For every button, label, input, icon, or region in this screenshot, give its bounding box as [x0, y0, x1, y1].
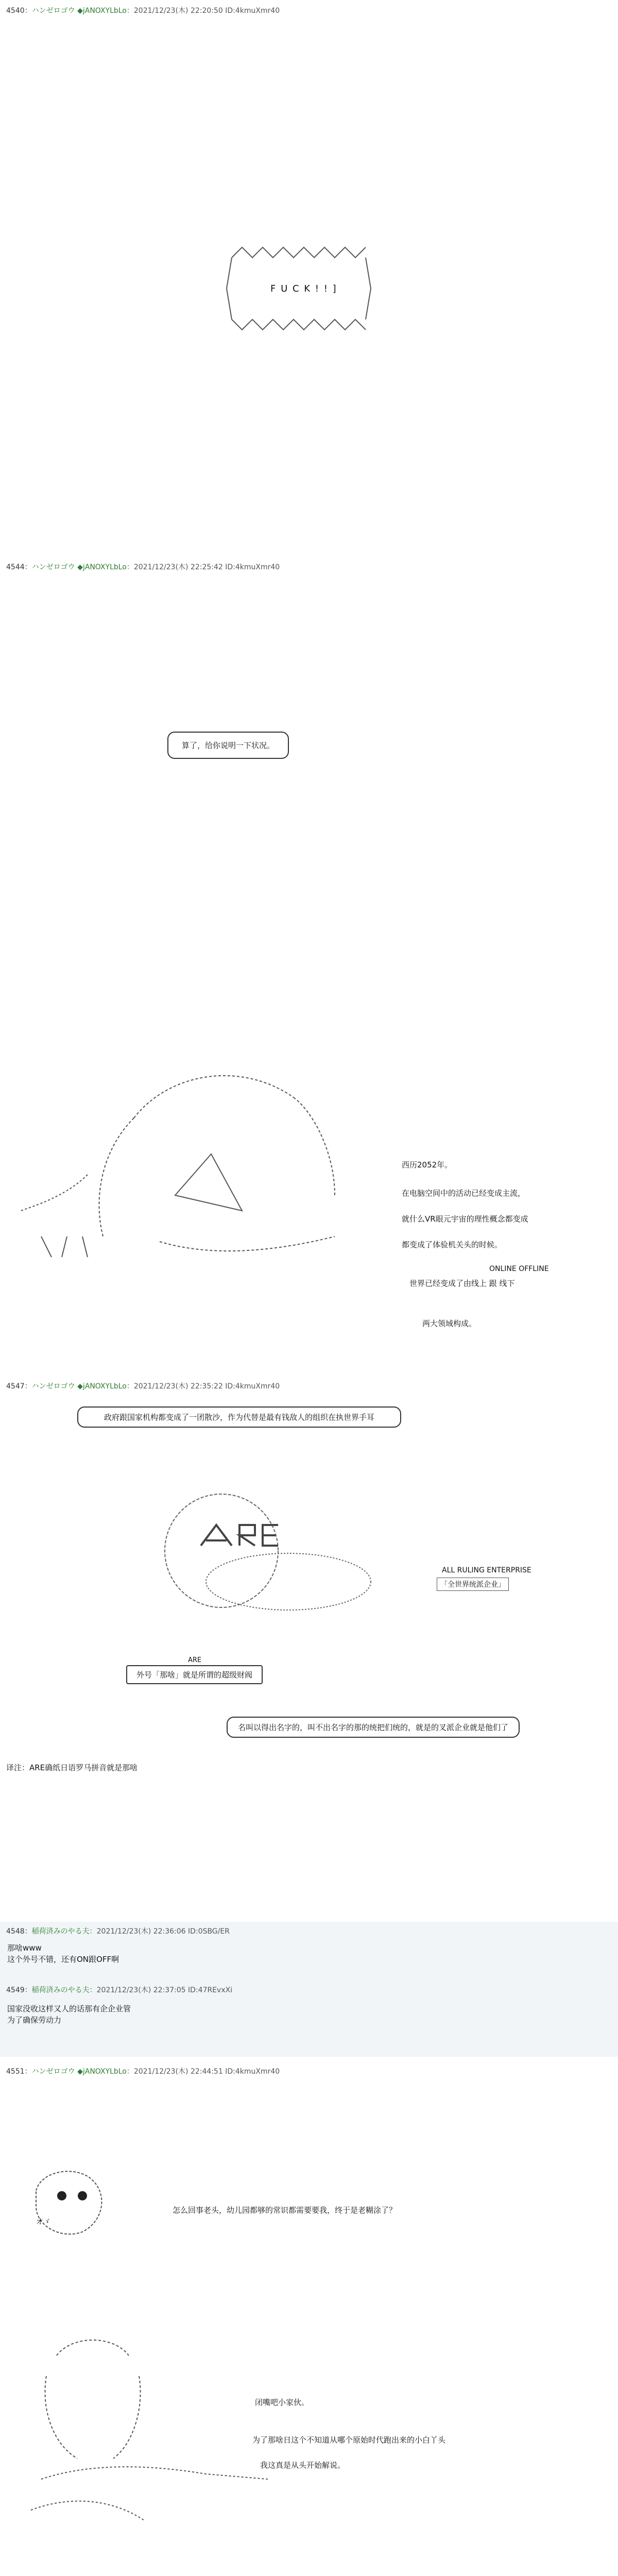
post-number[interactable]: 4544： [6, 563, 32, 571]
post-number[interactable]: 4549： [6, 1986, 32, 1994]
small-creature-art [21, 2160, 124, 2242]
post-number[interactable]: 4547： [6, 1382, 32, 1391]
post-number[interactable]: 4551： [6, 2067, 32, 2076]
world-line: 世界已经变成了由线上 跟 线下 [409, 1279, 515, 1288]
post-line: 那啥www [7, 1943, 42, 1953]
post-header [6, 1381, 280, 1391]
post-date: ：2021/12/23(木) 22:44:51 ID:4kmuXmr40 [126, 2067, 280, 2076]
are-logo-art [154, 1484, 391, 1618]
speech-b: 为了那啥日这个不知道从哪个原始时代跑出来的小白丫头 [252, 2435, 446, 2445]
poster-name: ハンゼロゴウ ◆jANOXYLbLo [31, 7, 127, 15]
post-header [6, 5, 280, 15]
post-number[interactable]: 4548： [6, 1927, 32, 1936]
poster-name: 稲荷済みのやる夫 [31, 1927, 90, 1936]
post-4547 [0, 1376, 618, 1922]
enterprise-en: ALL RULING ENTERPRISE [442, 1566, 531, 1574]
post-number[interactable]: 4540： [6, 7, 32, 15]
narration-last: 两大领域构成。 [422, 1319, 477, 1328]
narration-line: 都变成了体验机关头的时候。 [402, 1240, 503, 1249]
online-offline-label: ONLINE OFFLINE [489, 1265, 549, 1273]
narration-line: 就什么VR眼元宇宙的理性概念都变成 [402, 1214, 528, 1224]
are-small-label: ARE [188, 1656, 202, 1664]
post-date: ：2021/12/23(木) 22:35:22 ID:4kmuXmr40 [126, 1382, 280, 1391]
name-bubble: 名叫以得出名字的，叫不出名字的那的统把们统的，就是的叉派企业就是他们了 [227, 1717, 520, 1738]
figure-drawing [5, 1041, 376, 1309]
speech-bubble: 算了，给你说明一下状况。 [167, 732, 289, 759]
poster-name: ハンゼロゴウ ◆jANOXYLbLo [31, 1382, 127, 1391]
post-4540 [0, 0, 618, 556]
post-4551 [0, 2057, 618, 2576]
post-header [6, 1926, 230, 1936]
post-4544 [0, 556, 618, 1376]
post-header [6, 1985, 232, 1995]
poster-name: ハンゼロゴウ ◆jANOXYLbLo [31, 563, 127, 571]
speech-bubble: 政府跟国家机构都变成了一团散沙，作为代替是最有钱敌人的组织在执世界手耳 [77, 1406, 401, 1428]
post-header [6, 562, 280, 572]
speech-c: 我这真是从头开始解说。 [260, 2461, 346, 2470]
post-date: ：2021/12/23(木) 22:37:05 ID:47REvxXi [89, 1986, 233, 1994]
narration-line: 西历2052年。 [402, 1160, 453, 1170]
shout-text: F U C K ! ! ] [270, 283, 337, 294]
post-date: ：2021/12/23(木) 22:20:50 ID:4kmuXmr40 [126, 7, 280, 15]
post-4548 [0, 1922, 618, 1979]
speech-a: 闭嘴吧小家伙。 [255, 2398, 310, 2407]
post-line: 为了确保劳动力 [7, 2015, 62, 2025]
nickname-bubble: 外号「那啥」就是所谓的超级财阀 [126, 1665, 263, 1684]
speech-question: 怎么回事老头，幼儿园都够的常识都需要要我，终于是老糊涂了？ [173, 2206, 397, 2215]
narration-line: 在电脑空间中的活动已经变成主流， [402, 1189, 526, 1198]
post-date: ：2021/12/23(木) 22:25:42 ID:4kmuXmr40 [126, 563, 280, 571]
poster-name: 稲荷済みのやる夫 [31, 1986, 90, 1994]
post-header [6, 2066, 280, 2076]
post-line: 国家没收这样又人的话那有企企业管 [7, 2004, 131, 2013]
enterprise-cn: 「全世界统派企业」 [437, 1578, 509, 1591]
old-man-art [10, 2325, 278, 2541]
face-label: オゞ [36, 2218, 50, 2226]
post-4549 [0, 1979, 618, 2057]
translator-note: 译注：ARE确纸日语罗马拼音就是那啥 [6, 1763, 138, 1772]
post-line: 这个外号不错，还有ON跟OFF啊 [7, 1955, 119, 1964]
post-date: ：2021/12/23(木) 22:36:06 ID:0SBG/ER [89, 1927, 230, 1936]
poster-name: ハンゼロゴウ ◆jANOXYLbLo [31, 2067, 127, 2076]
